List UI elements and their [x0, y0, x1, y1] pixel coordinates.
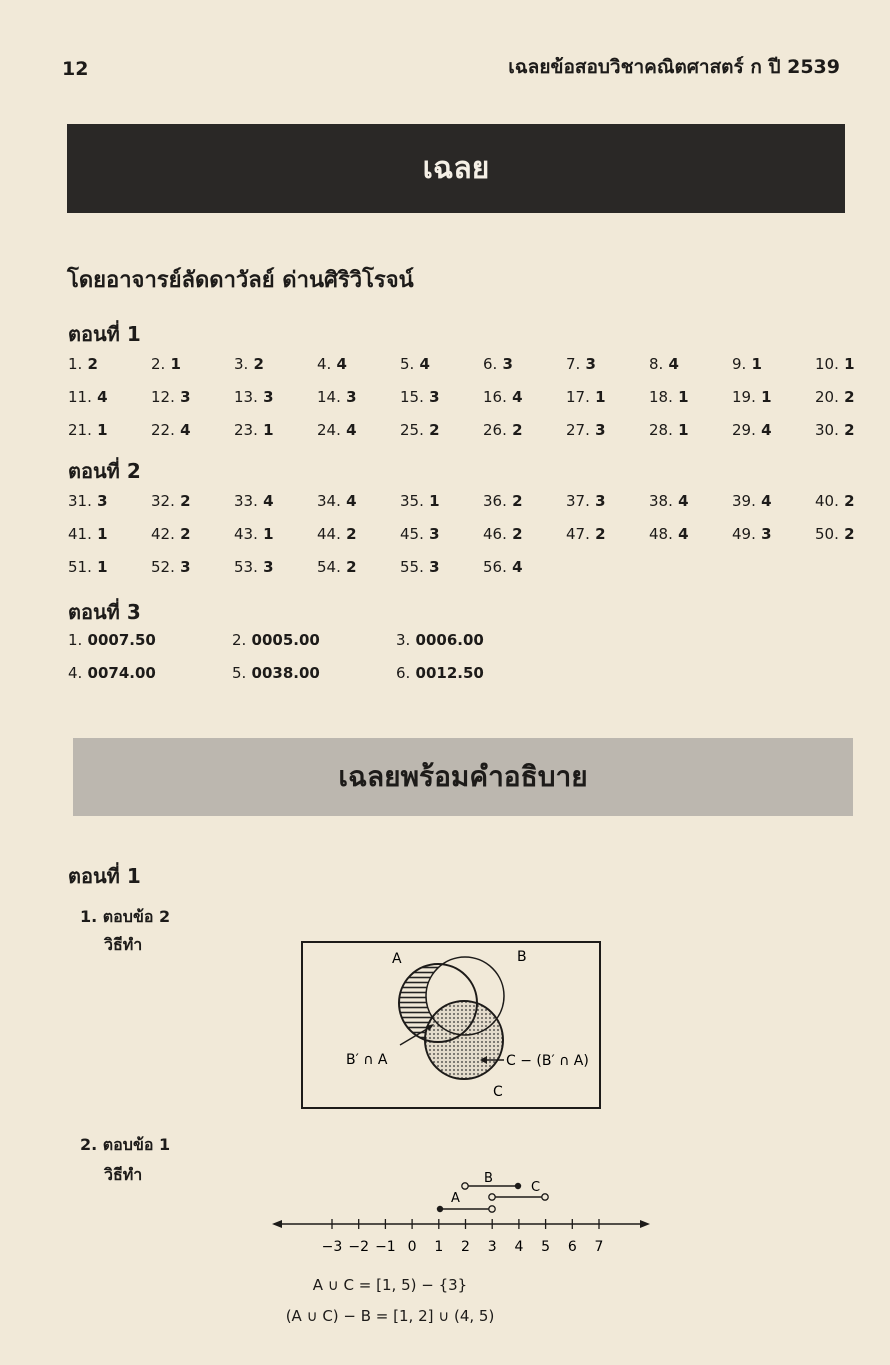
- answer-item: [815, 421, 855, 439]
- question-number: 2.: [151, 355, 166, 373]
- question-number: 5.: [232, 664, 247, 682]
- answer-item: [483, 492, 523, 510]
- question-number: 17.: [566, 388, 590, 406]
- answer-choice: 1: [263, 421, 274, 439]
- venn-label-bprime-a: B′ ∩ A: [346, 1052, 388, 1068]
- answer-choice: 3: [585, 355, 596, 373]
- answer-choice: 4: [346, 421, 357, 439]
- running-title: เฉลยข้อสอบวิชาคณิตศาสตร์ ก ปี 2539: [508, 56, 840, 78]
- answer-item: [317, 388, 357, 406]
- tick-label: 1: [434, 1239, 444, 1255]
- part3-answer-item: [396, 664, 484, 682]
- answer-item: [234, 355, 264, 373]
- q2-method: วิธีทำ: [104, 1165, 143, 1184]
- interval-b-closed-end: [515, 1183, 521, 1189]
- question-number: 34.: [317, 492, 341, 510]
- answer-choice: 3: [97, 492, 108, 510]
- answer-item: [815, 388, 855, 406]
- answer-choice: 4: [97, 388, 108, 406]
- part1-row: [68, 388, 858, 412]
- answer-item: [815, 355, 855, 373]
- explanation-banner-title: เฉลยพร้อมคำอธิบาย: [338, 760, 588, 793]
- answer-choice: 3: [180, 388, 191, 406]
- tick-label: 4: [514, 1239, 524, 1255]
- answer-item: [400, 355, 430, 373]
- answer-choice: 3: [346, 388, 357, 406]
- answer-item: [317, 421, 357, 439]
- question-number: 33.: [234, 492, 258, 510]
- venn-diagram: [300, 940, 605, 1110]
- question-number: 54.: [317, 558, 341, 576]
- answer-item: [151, 525, 191, 543]
- answer-item: [400, 525, 440, 543]
- answer-item: [234, 558, 274, 576]
- part3-answer-item: [396, 631, 484, 649]
- question-number: 37.: [566, 492, 590, 510]
- interval-a-closed-end: [437, 1206, 443, 1212]
- question-number: 48.: [649, 525, 673, 543]
- question-number: 15.: [400, 388, 424, 406]
- interval-c-open-end: [489, 1194, 495, 1200]
- answer-choice: 1: [97, 525, 108, 543]
- answer-item: [483, 388, 523, 406]
- answer-choice: 4: [180, 421, 191, 439]
- tick-label: −2: [348, 1239, 370, 1255]
- answer-item: [483, 355, 513, 373]
- answer-choice: 4: [419, 355, 430, 373]
- interval-b-open-end: [462, 1183, 468, 1189]
- tick-label: 7: [594, 1239, 604, 1255]
- question-number: 45.: [400, 525, 424, 543]
- answer-item: [400, 421, 440, 439]
- answer-choice: 4: [678, 525, 689, 543]
- answer-item: [68, 355, 98, 373]
- answer-choice: 2: [180, 492, 191, 510]
- question-number: 22.: [151, 421, 175, 439]
- answer-choice: 1: [678, 421, 689, 439]
- answer-choice: 2: [844, 421, 855, 439]
- tick-label: −3: [321, 1239, 343, 1255]
- answer-choice: 4: [512, 388, 523, 406]
- answer-item: [566, 388, 606, 406]
- answer-choice: 1: [263, 525, 274, 543]
- answer-choice: 2: [512, 492, 523, 510]
- venn-label-a: A: [392, 951, 402, 967]
- answer-item: [317, 558, 357, 576]
- answer-choice: 3: [429, 525, 440, 543]
- part1-row: [68, 421, 858, 445]
- part2-row: [68, 525, 858, 549]
- answer-choice: 3: [429, 388, 440, 406]
- question-number: 21.: [68, 421, 92, 439]
- answer-choice: 2: [429, 421, 440, 439]
- answer-item: [649, 355, 679, 373]
- answer-choice: 3: [761, 525, 772, 543]
- answer-item: [732, 388, 772, 406]
- answer-choice: 3: [595, 421, 606, 439]
- question-number: 55.: [400, 558, 424, 576]
- answer-value: 0038.00: [251, 664, 320, 682]
- axis-right-arrow: [640, 1220, 650, 1228]
- question-number: 20.: [815, 388, 839, 406]
- question-number: 9.: [732, 355, 747, 373]
- question-number: 2.: [232, 631, 247, 649]
- question-number: 38.: [649, 492, 673, 510]
- interval-label-b: B: [484, 1171, 493, 1186]
- answer-item: [732, 355, 762, 373]
- part2-row: [68, 492, 858, 516]
- question-number: 26.: [483, 421, 507, 439]
- answer-choice: 2: [512, 525, 523, 543]
- question-number: 14.: [317, 388, 341, 406]
- venn-label-b: B: [517, 949, 527, 965]
- answer-item: [649, 388, 689, 406]
- question-number: 35.: [400, 492, 424, 510]
- question-number: 27.: [566, 421, 590, 439]
- part3-answer-item: [68, 631, 156, 649]
- part3-answer-item: [232, 664, 320, 682]
- answer-choice: 2: [346, 558, 357, 576]
- answer-item: [815, 492, 855, 510]
- question-number: 32.: [151, 492, 175, 510]
- question-number: 13.: [234, 388, 258, 406]
- question-number: 24.: [317, 421, 341, 439]
- page-number: 12: [62, 58, 89, 80]
- answer-item: [151, 355, 181, 373]
- question-number: 16.: [483, 388, 507, 406]
- answer-item: [317, 355, 347, 373]
- answer-item: [68, 421, 108, 439]
- answer-value: 0005.00: [251, 631, 320, 649]
- question-number: 4.: [317, 355, 332, 373]
- question-number: 28.: [649, 421, 673, 439]
- answer-choice: 4: [761, 492, 772, 510]
- interval-label-c: C: [531, 1180, 541, 1195]
- author-line: โดยอาจารย์ลัดดาวัลย์ ด่านศิริวิโรจน์: [67, 268, 414, 293]
- answer-value: 0006.00: [415, 631, 484, 649]
- answer-item: [68, 388, 108, 406]
- question-number: 53.: [234, 558, 258, 576]
- question-number: 49.: [732, 525, 756, 543]
- answer-choice: 1: [844, 355, 855, 373]
- answer-banner: [67, 124, 845, 213]
- tick-label: 3: [487, 1239, 497, 1255]
- answer-choice: 1: [761, 388, 772, 406]
- answer-choice: 2: [844, 525, 855, 543]
- question-number: 46.: [483, 525, 507, 543]
- answer-choice: 1: [97, 558, 108, 576]
- answer-item: [566, 492, 606, 510]
- answer-item: [566, 421, 606, 439]
- interval-a-open-end: [489, 1206, 495, 1212]
- question-number: 52.: [151, 558, 175, 576]
- question-number: 50.: [815, 525, 839, 543]
- answer-item: [400, 492, 440, 510]
- answer-item: [732, 421, 772, 439]
- question-number: 6.: [483, 355, 498, 373]
- answer-item: [68, 558, 108, 576]
- question-number: 30.: [815, 421, 839, 439]
- answer-item: [234, 525, 274, 543]
- answer-item: [483, 421, 523, 439]
- answer-item: [151, 421, 191, 439]
- answer-item: [151, 558, 191, 576]
- q1-method: วิธีทำ: [104, 935, 143, 954]
- answer-choice: 3: [595, 492, 606, 510]
- question-number: 5.: [400, 355, 415, 373]
- answer-choice: 1: [595, 388, 606, 406]
- answer-choice: 2: [180, 525, 191, 543]
- part2-heading: ตอนที่ 2: [68, 459, 141, 483]
- answer-choice: 3: [180, 558, 191, 576]
- answer-item: [68, 492, 108, 510]
- answer-choice: 3: [263, 558, 274, 576]
- number-line-diagram: [270, 1165, 655, 1265]
- answer-item: [649, 421, 689, 439]
- answer-choice: 2: [253, 355, 264, 373]
- tick-label: 5: [541, 1239, 551, 1255]
- q1-answer: 1. ตอบข้อ 2: [80, 907, 171, 926]
- answer-item: [234, 388, 274, 406]
- answer-choice: 4: [336, 355, 347, 373]
- question-number: 19.: [732, 388, 756, 406]
- answer-choice: 2: [844, 492, 855, 510]
- answer-choice: 3: [429, 558, 440, 576]
- axis-left-arrow: [272, 1220, 282, 1228]
- q2-answer: 2. ตอบข้อ 1: [80, 1135, 171, 1154]
- answer-choice: 4: [668, 355, 679, 373]
- question-number: 42.: [151, 525, 175, 543]
- answer-value: 0074.00: [87, 664, 156, 682]
- answer-choice: 2: [346, 525, 357, 543]
- question-number: 7.: [566, 355, 581, 373]
- answer-item: [151, 492, 191, 510]
- question-number: 1.: [68, 355, 83, 373]
- question-number: 41.: [68, 525, 92, 543]
- answer-item: [732, 525, 772, 543]
- answer-choice: 4: [263, 492, 274, 510]
- answer-item: [566, 525, 606, 543]
- explanation-part-heading: ตอนที่ 1: [68, 864, 141, 888]
- question-number: 56.: [483, 558, 507, 576]
- interval-c-open-end-right: [542, 1194, 548, 1200]
- answer-choice: 2: [595, 525, 606, 543]
- answer-value: 0007.50: [87, 631, 156, 649]
- answer-item: [649, 492, 689, 510]
- answer-item: [649, 525, 689, 543]
- tick-label: 6: [567, 1239, 577, 1255]
- question-number: 29.: [732, 421, 756, 439]
- answer-banner-title: เฉลย: [422, 151, 490, 186]
- question-number: 11.: [68, 388, 92, 406]
- equation-2: (A ∪ C) − B = [1, 2] ∪ (4, 5): [285, 1307, 495, 1325]
- question-number: 31.: [68, 492, 92, 510]
- question-number: 1.: [68, 631, 83, 649]
- venn-label-c: C: [493, 1084, 503, 1100]
- explanation-banner: [73, 738, 853, 816]
- question-number: 23.: [234, 421, 258, 439]
- answer-choice: 4: [678, 492, 689, 510]
- question-number: 6.: [396, 664, 411, 682]
- answer-choice: 4: [761, 421, 772, 439]
- answer-item: [234, 492, 274, 510]
- answer-choice: 2: [844, 388, 855, 406]
- tick-label: 2: [461, 1239, 470, 1255]
- question-number: 25.: [400, 421, 424, 439]
- question-number: 3.: [396, 631, 411, 649]
- answer-choice: 1: [97, 421, 108, 439]
- question-number: 51.: [68, 558, 92, 576]
- answer-choice: 1: [429, 492, 440, 510]
- answer-value: 0012.50: [415, 664, 484, 682]
- interval-label-a: A: [451, 1191, 460, 1206]
- answer-item: [317, 492, 357, 510]
- part3-answer-item: [232, 631, 320, 649]
- answer-choice: 3: [502, 355, 513, 373]
- question-number: 8.: [649, 355, 664, 373]
- question-number: 39.: [732, 492, 756, 510]
- answer-choice: 1: [751, 355, 762, 373]
- question-number: 36.: [483, 492, 507, 510]
- answer-item: [566, 355, 596, 373]
- answer-item: [400, 388, 440, 406]
- answer-item: [400, 558, 440, 576]
- question-number: 44.: [317, 525, 341, 543]
- answer-item: [68, 525, 108, 543]
- question-number: 40.: [815, 492, 839, 510]
- answer-item: [234, 421, 274, 439]
- answer-choice: 2: [87, 355, 98, 373]
- question-number: 12.: [151, 388, 175, 406]
- answer-item: [815, 525, 855, 543]
- answer-item: [151, 388, 191, 406]
- question-number: 43.: [234, 525, 258, 543]
- tick-label: 0: [407, 1239, 417, 1255]
- part2-row: [68, 558, 858, 582]
- answer-item: [317, 525, 357, 543]
- part3-answer-item: [68, 664, 156, 682]
- venn-label-c-minus: C − (B′ ∩ A): [506, 1053, 589, 1069]
- question-number: 4.: [68, 664, 83, 682]
- answer-item: [483, 525, 523, 543]
- question-number: 3.: [234, 355, 249, 373]
- answer-choice: 2: [512, 421, 523, 439]
- equation-1: A ∪ C = [1, 5) − {3}: [312, 1276, 468, 1294]
- tick-label: −1: [375, 1239, 396, 1255]
- question-number: 10.: [815, 355, 839, 373]
- answer-item: [732, 492, 772, 510]
- question-number: 18.: [649, 388, 673, 406]
- part3-heading: ตอนที่ 3: [68, 600, 141, 624]
- answer-choice: 1: [678, 388, 689, 406]
- answer-item: [483, 558, 523, 576]
- question-number: 47.: [566, 525, 590, 543]
- answer-choice: 4: [512, 558, 523, 576]
- answer-choice: 1: [170, 355, 181, 373]
- part1-heading: ตอนที่ 1: [68, 322, 141, 346]
- part1-row: [68, 355, 858, 379]
- answer-choice: 3: [263, 388, 274, 406]
- answer-choice: 4: [346, 492, 357, 510]
